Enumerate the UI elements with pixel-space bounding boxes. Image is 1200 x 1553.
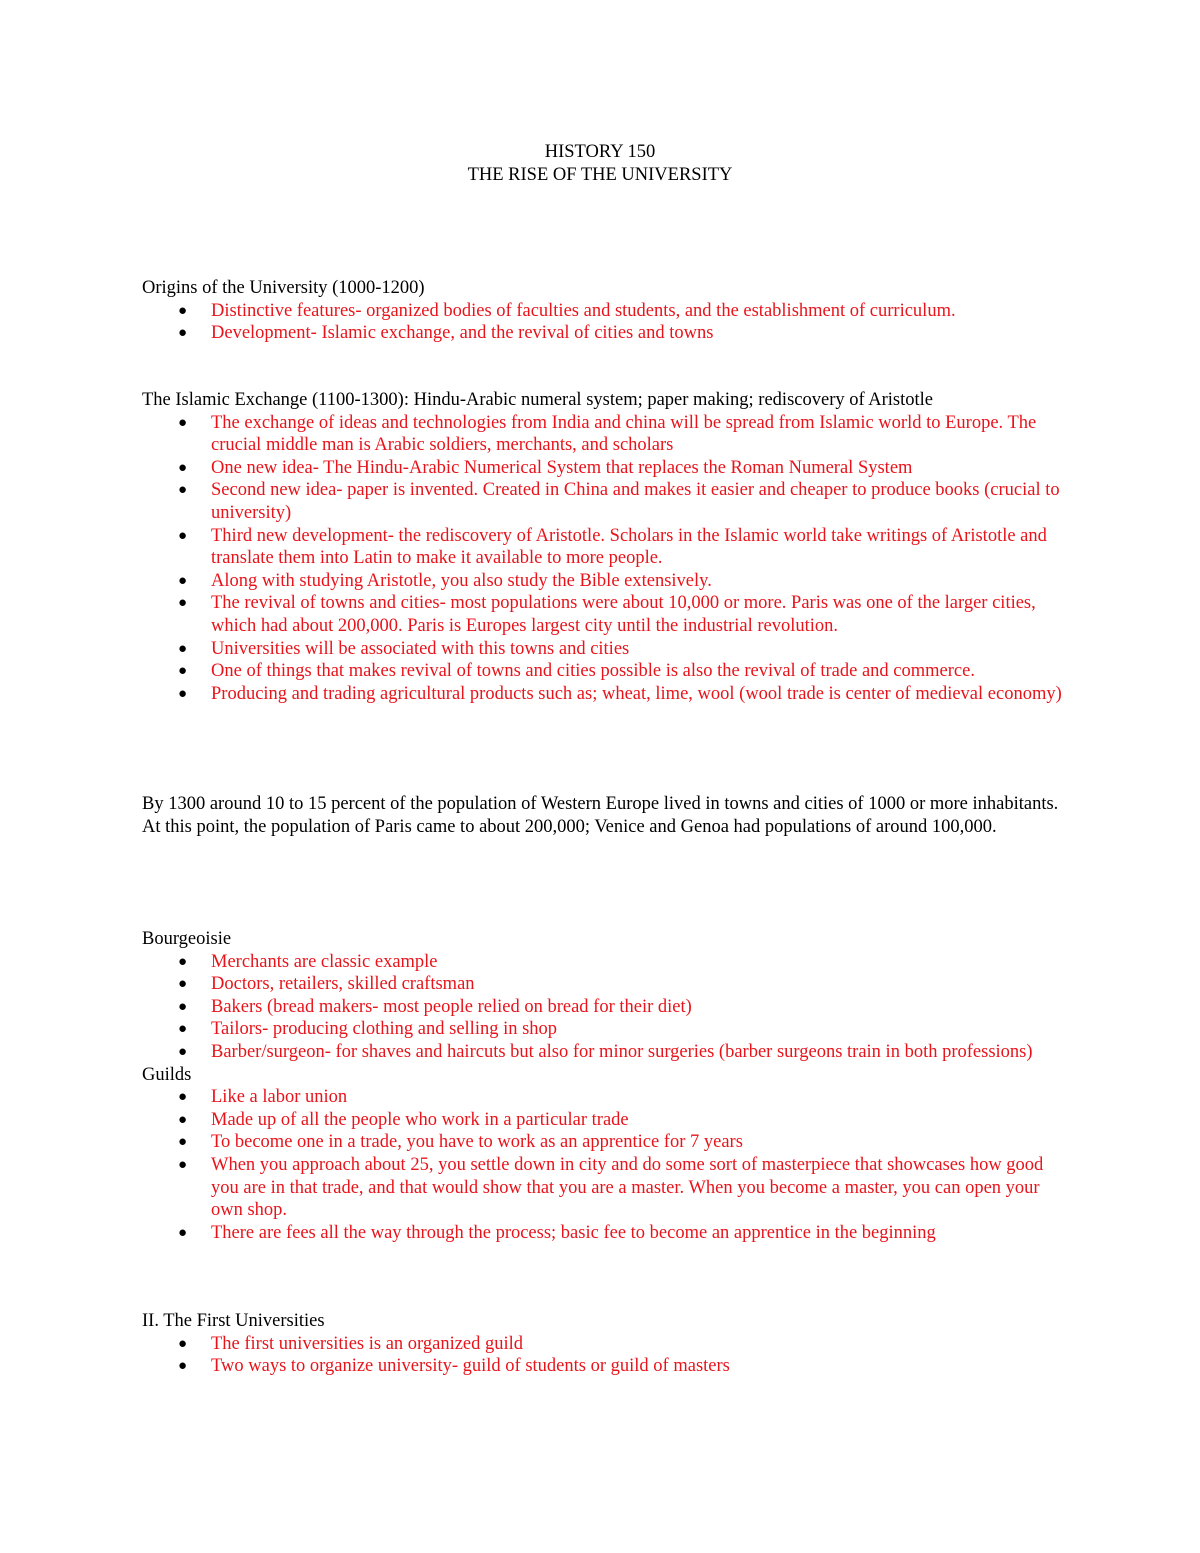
bullet-icon: ● — [178, 1358, 188, 1375]
list-item-text: Tailors- producing clothing and selling in shop — [211, 1019, 558, 1040]
list-item — [142, 570, 1062, 593]
list-item — [142, 683, 1062, 706]
list-item — [142, 322, 1062, 345]
bullet-icon: ● — [178, 459, 188, 476]
list-item-text: Development- Islamic exchange, and the revival of cities and towns — [211, 323, 714, 344]
list-item — [142, 479, 1062, 524]
list-item-text: Second new idea- paper is invented. Created in China and makes it easier and cheaper to produce books (crucial to university) — [211, 480, 1060, 523]
list-item — [142, 1131, 1062, 1154]
course-title: HISTORY 150 — [544, 142, 656, 162]
list-item-text: The first universities is an organized guild — [211, 1333, 524, 1354]
list-item-text: Universities will be associated with this towns and cities — [211, 638, 630, 659]
bullet-icon: ● — [178, 1156, 188, 1173]
bullet-icon: ● — [178, 414, 188, 431]
bullet-icon: ● — [178, 572, 188, 589]
bullet-icon: ● — [178, 1111, 188, 1128]
bullet-icon: ● — [178, 663, 188, 680]
list-item-text: Bakers (bread makers- most people relied on bread for their diet) — [211, 996, 692, 1017]
document-title — [0, 141, 1200, 186]
bullet-icon: ● — [178, 527, 188, 544]
list-item-text: Along with studying Aristotle, you also study the Bible extensively. — [211, 570, 712, 591]
list-item — [142, 592, 1062, 637]
bullet-icon: ● — [178, 1043, 188, 1060]
list-item — [142, 525, 1062, 570]
section-bourgeoisie — [142, 928, 1062, 1244]
list-item-text: One of things that makes revival of towns and cities possible is also the revival of trade and commerce. — [211, 661, 975, 682]
list-item-text: There are fees all the way through the process; basic fee to become an apprentice in the beginning — [211, 1222, 936, 1243]
list-item — [142, 1086, 1062, 1109]
bullet-icon: ● — [178, 302, 188, 319]
list-item-text: When you approach about 25, you settle down in city and do some sort of masterpiece that showcases how good you are in that trade, and that would show that you are a master. When you become a master, you can open your own shop. — [211, 1154, 1044, 1221]
list-item — [142, 1333, 1062, 1356]
section-first-universities — [142, 1310, 1062, 1378]
list-item-text: The revival of towns and cities- most populations were about 10,000 or more. Paris was one of the larger cities, which had about 200,000. Paris is Europes largest city until the industrial revolution. — [211, 593, 1036, 636]
section-heading: Bourgeoisie — [142, 929, 232, 949]
list-item-text: Merchants are classic example — [211, 951, 438, 972]
list-item — [142, 1154, 1062, 1222]
list-item-text: Distinctive features- organized bodies of faculties and students, and the establishment of curriculum. — [211, 300, 956, 321]
list-item-text: Doctors, retailers, skilled craftsman — [211, 974, 475, 995]
section-heading: The Islamic Exchange (1100-1300): Hindu-Arabic numeral system; paper making; rediscovery of Aristotle — [142, 390, 933, 410]
bullet-icon: ● — [178, 953, 188, 970]
list-item-text: One new idea- The Hindu-Arabic Numerical System that replaces the Roman Numeral System — [211, 457, 913, 478]
bullet-list — [142, 1086, 1062, 1244]
bullet-list — [142, 951, 1062, 1064]
list-item — [142, 1109, 1062, 1132]
section-heading: II. The First Universities — [142, 1311, 325, 1331]
section-heading-guilds: Guilds — [142, 1064, 192, 1085]
section-islamic-exchange — [142, 389, 1062, 705]
paragraph: By 1300 around 10 to 15 percent of the population of Western Europe lived in towns and cities of 1000 or more inhabitants. At this point, the population of Paris came to about 200,000; Venice and Genoa had populations of around 100,000. — [142, 794, 1059, 837]
list-item-text: Producing and trading agricultural products such as; wheat, lime, wool (wool trade is center of medieval economy) — [211, 683, 1062, 704]
section-origins — [142, 277, 1062, 345]
bullet-icon: ● — [178, 1335, 188, 1352]
list-item-text: Made up of all the people who work in a particular trade — [211, 1109, 629, 1130]
bullet-list — [142, 412, 1062, 706]
bullet-icon: ● — [178, 1134, 188, 1151]
bullet-icon: ● — [178, 998, 188, 1015]
bullet-icon: ● — [178, 595, 188, 612]
list-item — [142, 638, 1062, 661]
bullet-list — [142, 300, 1062, 345]
list-item — [142, 996, 1062, 1019]
list-item-text: Two ways to organize university- guild of students or guild of masters — [211, 1356, 730, 1377]
bullet-icon: ● — [178, 1089, 188, 1106]
section-population — [142, 793, 1062, 838]
lecture-title: THE RISE OF THE UNIVERSITY — [467, 164, 733, 185]
section-heading: Origins of the University (1000-1200) — [142, 278, 425, 298]
list-item — [142, 412, 1062, 457]
list-item — [142, 1018, 1062, 1041]
list-item — [142, 951, 1062, 974]
list-item — [142, 660, 1062, 683]
list-item-text: Third new development- the rediscovery of Aristotle. Scholars in the Islamic world take writings of Aristotle and translate them into Latin to make it available to more people. — [211, 525, 1047, 569]
bullet-icon: ● — [178, 1021, 188, 1038]
list-item — [142, 457, 1062, 480]
list-item-text: Barber/surgeon- for shaves and haircuts but also for minor surgeries (barber surgeons train in both professions) — [211, 1041, 1033, 1062]
list-item — [142, 300, 1062, 323]
list-item — [142, 1222, 1062, 1245]
bullet-icon: ● — [178, 1224, 188, 1241]
list-item — [142, 1355, 1062, 1378]
bullet-list — [142, 1333, 1062, 1378]
list-item-text: Like a labor union — [211, 1087, 348, 1108]
bullet-icon: ● — [178, 685, 188, 702]
bullet-icon: ● — [178, 482, 188, 499]
list-item — [142, 1041, 1062, 1064]
bullet-icon: ● — [178, 976, 188, 993]
bullet-icon: ● — [178, 325, 188, 342]
list-item-text: To become one in a trade, you have to work as an apprentice for 7 years — [211, 1132, 743, 1153]
bullet-icon: ● — [178, 640, 188, 657]
list-item — [142, 973, 1062, 996]
list-item-text: The exchange of ideas and technologies from India and china will be spread from Islamic world to Europe. The crucial middle man is Arabic soldiers, merchants, and scholars — [211, 412, 1037, 456]
